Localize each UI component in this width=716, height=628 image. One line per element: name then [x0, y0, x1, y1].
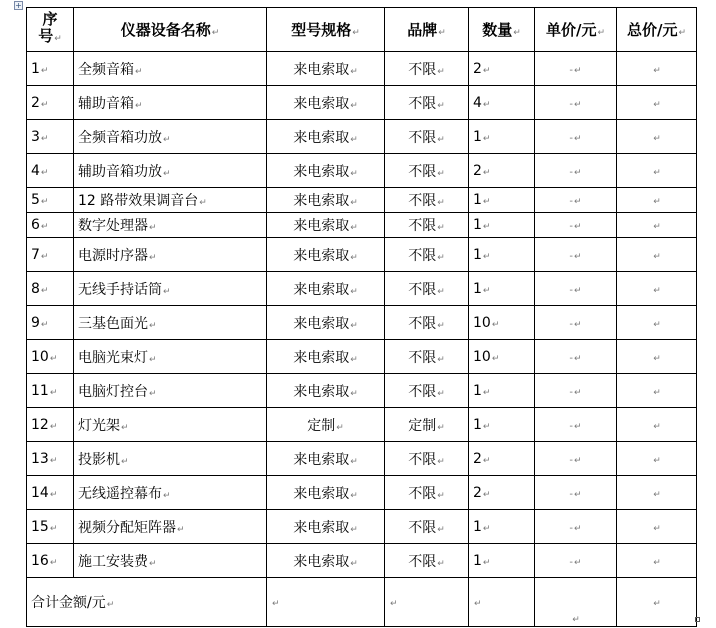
cell-seq: 3↵ — [27, 120, 74, 154]
cell-model: 来电索取↵ — [267, 272, 385, 306]
paragraph-mark-icon: ↵ — [437, 223, 445, 233]
cell-model: 来电索取↵ — [267, 154, 385, 188]
paragraph-mark-icon: ↵ — [653, 455, 661, 466]
paragraph-mark-icon: ↵ — [350, 558, 358, 569]
paragraph-mark-icon: ↵ — [482, 285, 491, 296]
table-row — [27, 52, 697, 86]
paragraph-mark-icon: ↵ — [513, 28, 521, 38]
paragraph-mark-icon: ↵ — [437, 524, 445, 535]
paragraph-mark-icon: ↵ — [437, 100, 445, 111]
paragraph-mark-icon: ↵ — [40, 197, 49, 207]
paragraph-mark-icon: ↵ — [49, 557, 58, 568]
table-row — [27, 213, 697, 238]
cell-qty: 1↵ — [469, 120, 535, 154]
empty-cell-marker-icon: - — [569, 250, 574, 262]
paragraph-mark-icon: ↵ — [437, 388, 445, 399]
cell-model: 来电索取↵ — [267, 442, 385, 476]
cell-brand: 不限↵ — [385, 374, 469, 408]
header-brand: 品牌↵ — [385, 8, 469, 52]
paragraph-mark-icon: ↵ — [572, 615, 580, 625]
total-label-cell: 合计金额/元↵ — [27, 578, 267, 627]
paragraph-mark-icon: ↵ — [135, 100, 143, 111]
cell-model: 来电索取↵ — [267, 120, 385, 154]
cell-qty: 2↵ — [469, 442, 535, 476]
paragraph-mark-icon: ↵ — [40, 251, 49, 262]
cell-brand: 不限↵ — [385, 340, 469, 374]
cell-name: 电脑光束灯↵ — [74, 340, 267, 374]
cell-total-price[interactable] — [617, 306, 697, 340]
paragraph-mark-icon: ↵ — [597, 28, 606, 38]
paragraph-mark-icon: ↵ — [135, 66, 143, 77]
cell-seq: 9↵ — [27, 306, 74, 340]
cell-qty: 10↵ — [469, 340, 535, 374]
table-row — [27, 120, 697, 154]
cell-seq: 6↵ — [27, 213, 74, 238]
cell-unit-price[interactable] — [535, 306, 617, 340]
paragraph-mark-icon: ↵ — [653, 489, 661, 500]
cell-model: 来电索取↵ — [267, 213, 385, 238]
paragraph-mark-icon: ↵ — [482, 489, 491, 500]
cell-total-price[interactable] — [617, 238, 697, 272]
table-row — [27, 374, 697, 408]
paragraph-mark-icon: ↵ — [350, 223, 358, 233]
cell-name: 施工安装费↵ — [74, 544, 267, 578]
paragraph-mark-icon: ↵ — [574, 489, 582, 500]
cell-seq: 1↵ — [27, 52, 74, 86]
empty-cell-marker-icon: - — [569, 352, 574, 364]
empty-cell-marker-icon: - — [569, 522, 574, 534]
cell-unit-price[interactable] — [535, 272, 617, 306]
paragraph-mark-icon: ↵ — [199, 198, 207, 208]
paragraph-mark-icon: ↵ — [390, 599, 398, 609]
cell-seq: 14↵ — [27, 476, 74, 510]
table-row — [27, 510, 697, 544]
cell-unit-price[interactable] — [535, 374, 617, 408]
cell-seq: 4↵ — [27, 154, 74, 188]
paragraph-mark-icon: ↵ — [437, 252, 445, 263]
paragraph-mark-icon: ↵ — [163, 490, 171, 501]
cell-total-price[interactable] — [617, 510, 697, 544]
cell-unit-price[interactable] — [535, 408, 617, 442]
table-row — [27, 476, 697, 510]
cell-qty: 1↵ — [469, 238, 535, 272]
paragraph-mark-icon: ↵ — [574, 523, 582, 534]
cell-total-price[interactable] — [617, 120, 697, 154]
paragraph-mark-icon: ↵ — [350, 252, 358, 263]
cell-name: 数字处理器↵ — [74, 213, 267, 238]
empty-cell-marker-icon: - — [569, 556, 574, 568]
total-brand-cell[interactable] — [385, 578, 469, 627]
paragraph-mark-icon: ↵ — [437, 490, 445, 501]
cell-total-price[interactable] — [617, 52, 697, 86]
empty-cell-marker-icon: - — [569, 420, 574, 432]
empty-cell-marker-icon: - — [569, 64, 574, 76]
empty-cell-marker-icon: - — [569, 386, 574, 398]
cell-unit-price[interactable] — [535, 154, 617, 188]
total-amount-cell[interactable] — [617, 578, 697, 627]
table-row — [27, 544, 697, 578]
paragraph-mark-icon: ↵ — [350, 66, 358, 77]
cell-model: 来电索取↵ — [267, 306, 385, 340]
cell-name: 无线手持话筒↵ — [74, 272, 267, 306]
paragraph-mark-icon: ↵ — [653, 387, 661, 398]
cell-unit-price[interactable] — [535, 442, 617, 476]
paragraph-mark-icon: ↵ — [121, 456, 129, 467]
paragraph-mark-icon: ↵ — [653, 599, 661, 609]
cell-total-price[interactable] — [617, 476, 697, 510]
paragraph-mark-icon: ↵ — [437, 286, 445, 297]
paragraph-mark-icon: ↵ — [350, 100, 358, 111]
empty-cell-marker-icon: - — [569, 132, 574, 144]
cell-seq: 2↵ — [27, 86, 74, 120]
empty-cell-marker-icon: - — [569, 221, 574, 232]
cell-model: 来电索取↵ — [267, 374, 385, 408]
cell-seq: 15↵ — [27, 510, 74, 544]
cell-name: 视频分配矩阵器↵ — [74, 510, 267, 544]
header-qty: 数量↵ — [469, 8, 535, 52]
header-unit-price: 单价/元↵ — [535, 8, 617, 52]
paragraph-mark-icon: ↵ — [350, 198, 358, 208]
paragraph-mark-icon: ↵ — [49, 421, 58, 432]
paragraph-mark-icon: ↵ — [437, 422, 445, 433]
paragraph-mark-icon: ↵ — [49, 387, 58, 398]
paragraph-mark-icon: ↵ — [491, 319, 500, 330]
cell-brand: 不限↵ — [385, 188, 469, 213]
paragraph-mark-icon: ↵ — [482, 421, 491, 432]
cell-name: 电源时序器↵ — [74, 238, 267, 272]
table-row — [27, 442, 697, 476]
cell-unit-price[interactable] — [535, 120, 617, 154]
cell-total-price[interactable] — [617, 544, 697, 578]
paragraph-mark-icon: ↵ — [653, 421, 661, 432]
cell-unit-price[interactable] — [535, 86, 617, 120]
paragraph-mark-icon: ↵ — [653, 557, 661, 568]
cell-brand: 不限↵ — [385, 544, 469, 578]
cell-total-price[interactable] — [617, 154, 697, 188]
paragraph-mark-icon: ↵ — [336, 422, 344, 433]
table-row — [27, 340, 697, 374]
cell-brand: 不限↵ — [385, 52, 469, 86]
cell-model: 来电索取↵ — [267, 476, 385, 510]
paragraph-mark-icon: ↵ — [49, 455, 58, 466]
paragraph-mark-icon: ↵ — [482, 99, 491, 110]
paragraph-mark-icon: ↵ — [437, 558, 445, 569]
paragraph-mark-icon: ↵ — [482, 222, 491, 232]
table-header-row — [27, 8, 697, 52]
paragraph-mark-icon: ↵ — [149, 558, 157, 569]
paragraph-mark-icon: ↵ — [482, 455, 491, 466]
cell-total-price[interactable] — [617, 188, 697, 213]
cell-seq: 8↵ — [27, 272, 74, 306]
cell-model: 来电索取↵ — [267, 340, 385, 374]
paragraph-mark-icon: ↵ — [574, 197, 582, 207]
paragraph-mark-icon: ↵ — [653, 285, 661, 296]
paragraph-mark-icon: ↵ — [653, 251, 661, 262]
paragraph-mark-icon: ↵ — [177, 524, 185, 535]
cell-model: 来电索取↵ — [267, 52, 385, 86]
cell-qty: 1↵ — [469, 272, 535, 306]
cell-brand: 不限↵ — [385, 306, 469, 340]
paragraph-mark-icon: ↵ — [482, 387, 491, 398]
paragraph-mark-icon: ↵ — [54, 34, 62, 44]
cell-total-price[interactable] — [617, 374, 697, 408]
cell-qty: 1↵ — [469, 408, 535, 442]
cell-name: 全频音箱功放↵ — [74, 120, 267, 154]
paragraph-mark-icon: ↵ — [149, 252, 157, 263]
cell-seq: 13↵ — [27, 442, 74, 476]
paragraph-mark-icon: ↵ — [653, 523, 661, 534]
paragraph-mark-icon: ↵ — [437, 198, 445, 208]
paragraph-mark-icon: ↵ — [482, 197, 491, 207]
paragraph-mark-icon: ↵ — [437, 168, 445, 179]
paragraph-mark-icon: ↵ — [678, 28, 687, 38]
paragraph-mark-icon: ↵ — [40, 99, 49, 110]
paragraph-mark-icon: ↵ — [40, 319, 49, 330]
cell-model: 来电索取↵ — [267, 544, 385, 578]
paragraph-mark-icon: ↵ — [437, 456, 445, 467]
paragraph-mark-icon: ↵ — [437, 66, 445, 77]
cell-name: 投影机↵ — [74, 442, 267, 476]
paragraph-mark-icon: ↵ — [272, 599, 280, 609]
cell-unit-price[interactable] — [535, 213, 617, 238]
cell-unit-price[interactable] — [535, 476, 617, 510]
header-seq: 序 号↵ — [27, 8, 74, 52]
paragraph-mark-icon: ↵ — [149, 320, 157, 331]
paragraph-mark-icon: ↵ — [350, 456, 358, 467]
paragraph-mark-icon: ↵ — [49, 523, 58, 534]
empty-cell-marker-icon: - — [569, 284, 574, 296]
table-row — [27, 154, 697, 188]
total-qty-cell[interactable] — [469, 578, 535, 627]
paragraph-mark-icon: ↵ — [574, 387, 582, 398]
paragraph-mark-icon: ↵ — [574, 65, 582, 76]
paragraph-mark-icon: ↵ — [482, 65, 491, 76]
paragraph-mark-icon: ↵ — [49, 489, 58, 500]
cell-total-price[interactable] — [617, 408, 697, 442]
cell-model: 来电索取↵ — [267, 238, 385, 272]
paragraph-mark-icon: ↵ — [40, 222, 49, 232]
table-row — [27, 188, 697, 213]
cell-seq: 7↵ — [27, 238, 74, 272]
paragraph-mark-icon: ↵ — [653, 319, 661, 330]
cell-unit-price[interactable] — [535, 340, 617, 374]
paragraph-mark-icon: ↵ — [437, 320, 445, 331]
table-move-handle-icon[interactable]: + — [15, 1, 22, 10]
paragraph-mark-icon: ↵ — [437, 354, 445, 365]
table-row — [27, 272, 697, 306]
paragraph-mark-icon: ↵ — [350, 354, 358, 365]
total-row — [27, 578, 697, 627]
paragraph-mark-icon: ↵ — [574, 251, 582, 262]
paragraph-mark-icon: ↵ — [653, 133, 661, 144]
paragraph-mark-icon: ↵ — [653, 222, 661, 232]
header-name: 仪器设备名称↵ — [74, 8, 267, 52]
paragraph-mark-icon: ↵ — [653, 99, 661, 110]
cell-brand: 不限↵ — [385, 510, 469, 544]
cell-model: 来电索取↵ — [267, 86, 385, 120]
paragraph-mark-icon: ↵ — [437, 134, 445, 145]
paragraph-mark-icon: ↵ — [482, 167, 491, 178]
cell-total-price[interactable] — [617, 86, 697, 120]
cell-unit-price[interactable] — [535, 238, 617, 272]
cell-qty: 1↵ — [469, 510, 535, 544]
cell-qty: 1↵ — [469, 188, 535, 213]
cell-qty: 10↵ — [469, 306, 535, 340]
paragraph-mark-icon: ↵ — [49, 353, 58, 364]
paragraph-mark-icon: ↵ — [350, 388, 358, 399]
header-model: 型号规格↵ — [267, 8, 385, 52]
paragraph-mark-icon: ↵ — [350, 490, 358, 501]
total-model-cell[interactable] — [267, 578, 385, 627]
cell-seq: 5↵ — [27, 188, 74, 213]
cell-qty: 2↵ — [469, 52, 535, 86]
cell-brand: 不限↵ — [385, 213, 469, 238]
cell-brand: 不限↵ — [385, 442, 469, 476]
cell-total-price[interactable] — [617, 272, 697, 306]
table-row — [27, 306, 697, 340]
cell-unit-price[interactable] — [535, 544, 617, 578]
paragraph-mark-icon: ↵ — [653, 353, 661, 364]
empty-cell-marker-icon: - — [569, 318, 574, 330]
paragraph-mark-icon: ↵ — [653, 197, 661, 207]
cell-total-price[interactable] — [617, 442, 697, 476]
paragraph-mark-icon: ↵ — [574, 421, 582, 432]
empty-cell-marker-icon: - — [569, 454, 574, 466]
paragraph-mark-icon: ↵ — [350, 286, 358, 297]
paragraph-mark-icon: ↵ — [482, 251, 491, 262]
total-unit-price-cell[interactable] — [535, 578, 617, 627]
cell-name: 12 路带效果调音台↵ — [74, 188, 267, 213]
cell-brand: 不限↵ — [385, 154, 469, 188]
cell-model: 来电索取↵ — [267, 510, 385, 544]
paragraph-mark-icon: ↵ — [40, 167, 49, 178]
paragraph-mark-icon: ↵ — [163, 286, 171, 297]
paragraph-mark-icon: ↵ — [211, 28, 220, 38]
cell-brand: 定制↵ — [385, 408, 469, 442]
cell-brand: 不限↵ — [385, 86, 469, 120]
cell-brand: 不限↵ — [385, 120, 469, 154]
paragraph-mark-icon: ↵ — [163, 134, 171, 145]
paragraph-mark-icon: ↵ — [149, 223, 157, 233]
empty-cell-marker-icon: - — [569, 166, 574, 178]
paragraph-mark-icon: ↵ — [574, 319, 582, 330]
cell-seq: 16↵ — [27, 544, 74, 578]
cell-name: 灯光架↵ — [74, 408, 267, 442]
cell-model: 定制↵ — [267, 408, 385, 442]
paragraph-mark-icon: ↵ — [574, 99, 582, 110]
paragraph-mark-icon: ↵ — [121, 422, 129, 433]
header-total-price: 总价/元↵ — [617, 8, 697, 52]
cell-name: 辅助音箱↵ — [74, 86, 267, 120]
paragraph-mark-icon: ↵ — [482, 523, 491, 534]
cell-brand: 不限↵ — [385, 272, 469, 306]
paragraph-mark-icon: ↵ — [574, 557, 582, 568]
empty-cell-marker-icon: - — [569, 196, 574, 207]
cell-brand: 不限↵ — [385, 476, 469, 510]
paragraph-mark-icon: ↵ — [163, 168, 171, 179]
cell-qty: 2↵ — [469, 154, 535, 188]
cell-name: 电脑灯控台↵ — [74, 374, 267, 408]
paragraph-mark-icon: ↵ — [438, 28, 446, 38]
cell-unit-price[interactable] — [535, 510, 617, 544]
paragraph-mark-icon: ↵ — [574, 455, 582, 466]
cell-model: 来电索取↵ — [267, 188, 385, 213]
paragraph-mark-icon: ↵ — [350, 168, 358, 179]
table-row — [27, 238, 697, 272]
paragraph-mark-icon: ↵ — [106, 600, 115, 610]
paragraph-mark-icon: ↵ — [40, 65, 49, 76]
paragraph-mark-icon: ↵ — [350, 524, 358, 535]
table-row — [27, 408, 697, 442]
paragraph-mark-icon: ↵ — [574, 222, 582, 232]
cell-seq: 11↵ — [27, 374, 74, 408]
paragraph-mark-icon: ↵ — [350, 320, 358, 331]
cell-total-price[interactable] — [617, 213, 697, 238]
equipment-table — [26, 7, 697, 627]
paragraph-mark-icon: ↵ — [149, 388, 157, 399]
cell-brand: 不限↵ — [385, 238, 469, 272]
cell-name: 全频音箱↵ — [74, 52, 267, 86]
empty-cell-marker-icon: - — [569, 488, 574, 500]
paragraph-mark-icon: ↵ — [482, 557, 491, 568]
paragraph-mark-icon: ↵ — [574, 167, 582, 178]
cell-qty: 1↵ — [469, 213, 535, 238]
cell-name: 三基色面光↵ — [74, 306, 267, 340]
cell-qty: 1↵ — [469, 374, 535, 408]
paragraph-mark-icon: ↵ — [482, 133, 491, 144]
table-resize-handle-icon[interactable] — [695, 617, 700, 622]
paragraph-mark-icon: ↵ — [574, 285, 582, 296]
paragraph-mark-icon: ↵ — [149, 354, 157, 365]
paragraph-mark-icon: ↵ — [491, 353, 500, 364]
paragraph-mark-icon: ↵ — [352, 28, 360, 38]
paragraph-mark-icon: ↵ — [653, 65, 661, 76]
cell-total-price[interactable] — [617, 340, 697, 374]
cell-qty: 4↵ — [469, 86, 535, 120]
empty-cell-marker-icon: - — [569, 98, 574, 110]
paragraph-mark-icon: ↵ — [574, 133, 582, 144]
paragraph-mark-icon: ↵ — [350, 134, 358, 145]
cell-qty: 1↵ — [469, 544, 535, 578]
cell-name: 辅助音箱功放↵ — [74, 154, 267, 188]
paragraph-mark-icon: ↵ — [40, 285, 49, 296]
paragraph-mark-icon: ↵ — [574, 353, 582, 364]
paragraph-mark-icon: ↵ — [474, 599, 482, 609]
cell-seq: 12↵ — [27, 408, 74, 442]
cell-unit-price[interactable] — [535, 52, 617, 86]
cell-seq: 10↵ — [27, 340, 74, 374]
paragraph-mark-icon: ↵ — [653, 167, 661, 178]
cell-name: 无线遥控幕布↵ — [74, 476, 267, 510]
cell-qty: 2↵ — [469, 476, 535, 510]
table-row — [27, 86, 697, 120]
paragraph-mark-icon: ↵ — [40, 133, 49, 144]
cell-unit-price[interactable] — [535, 188, 617, 213]
